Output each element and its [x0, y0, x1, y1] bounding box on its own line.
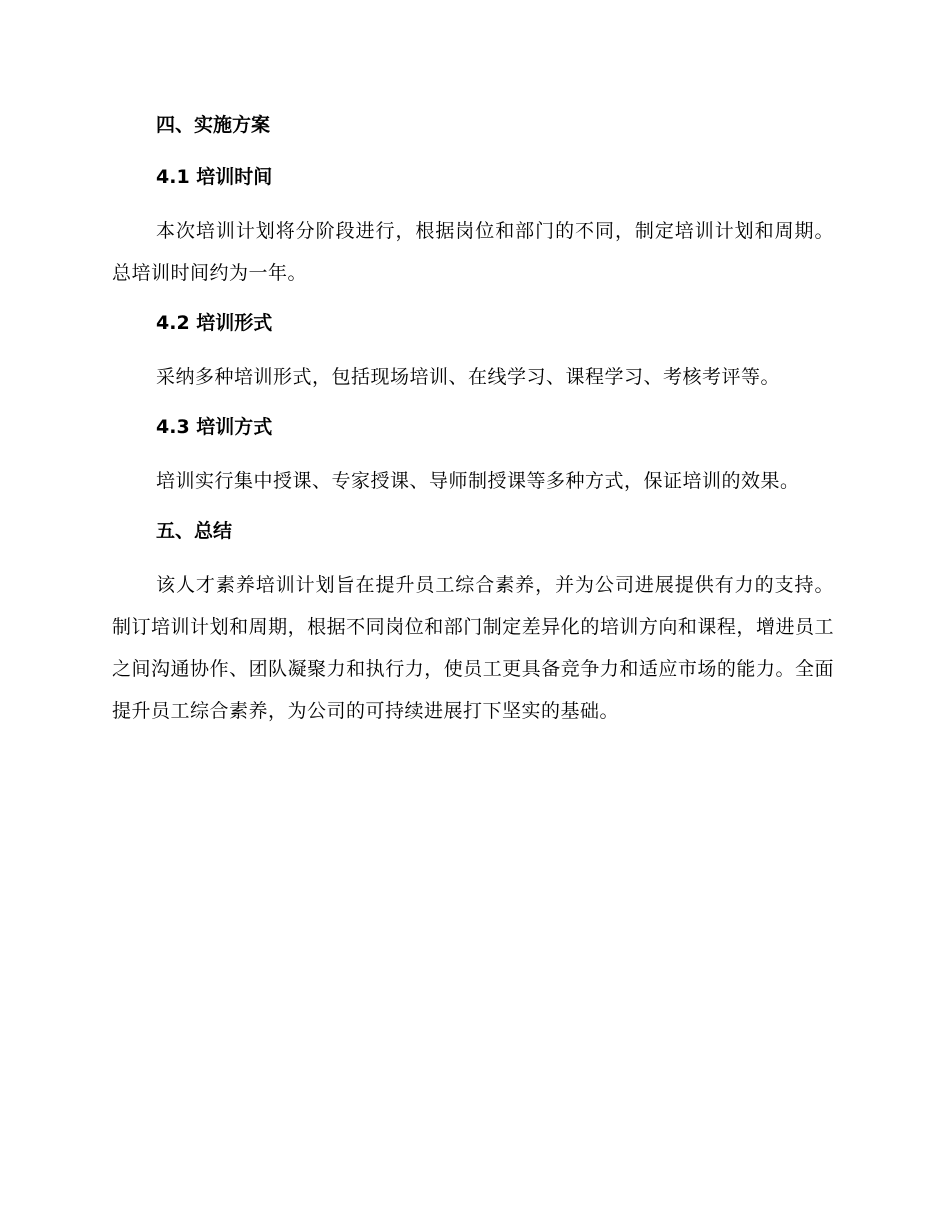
- paragraph-training-form: 采纳多种培训形式，包括现场培训、在线学习、课程学习、考核考评等。: [156, 366, 781, 388]
- subsection-heading-training-form: 4.2 培训形式: [156, 312, 273, 334]
- paragraph-training-method: 培训实行集中授课、专家授课、导师制授课等多种方式，保证培训的效果。: [156, 470, 800, 492]
- subsection-heading-training-time: 4.1 培训时间: [156, 166, 273, 188]
- paragraph-training-time: 本次培训计划将分阶段进行，根据岗位和部门的不同，制定培训计划和周期。总培训时间约为一年。: [112, 220, 834, 284]
- document-content: [112, 106, 834, 742]
- paragraph-summary: 该人才素养培训计划旨在提升员工综合素养，并为公司进展提供有力的支持。制订培训计划和周期，根据不同岗位和部门制定差异化的培训方向和课程，增进员工之间沟通协作、团队凝聚力和执行力，使员工更具备竞争力和适应市场的能力。全面提升员工综合素养，为公司的可持续进展打下坚实的基础。: [112, 574, 834, 722]
- subsection-heading-training-method: 4.3 培训方式: [156, 416, 273, 438]
- section-heading-implementation: 四、实施方案: [156, 114, 271, 136]
- section-heading-summary: 五、总结: [156, 520, 233, 542]
